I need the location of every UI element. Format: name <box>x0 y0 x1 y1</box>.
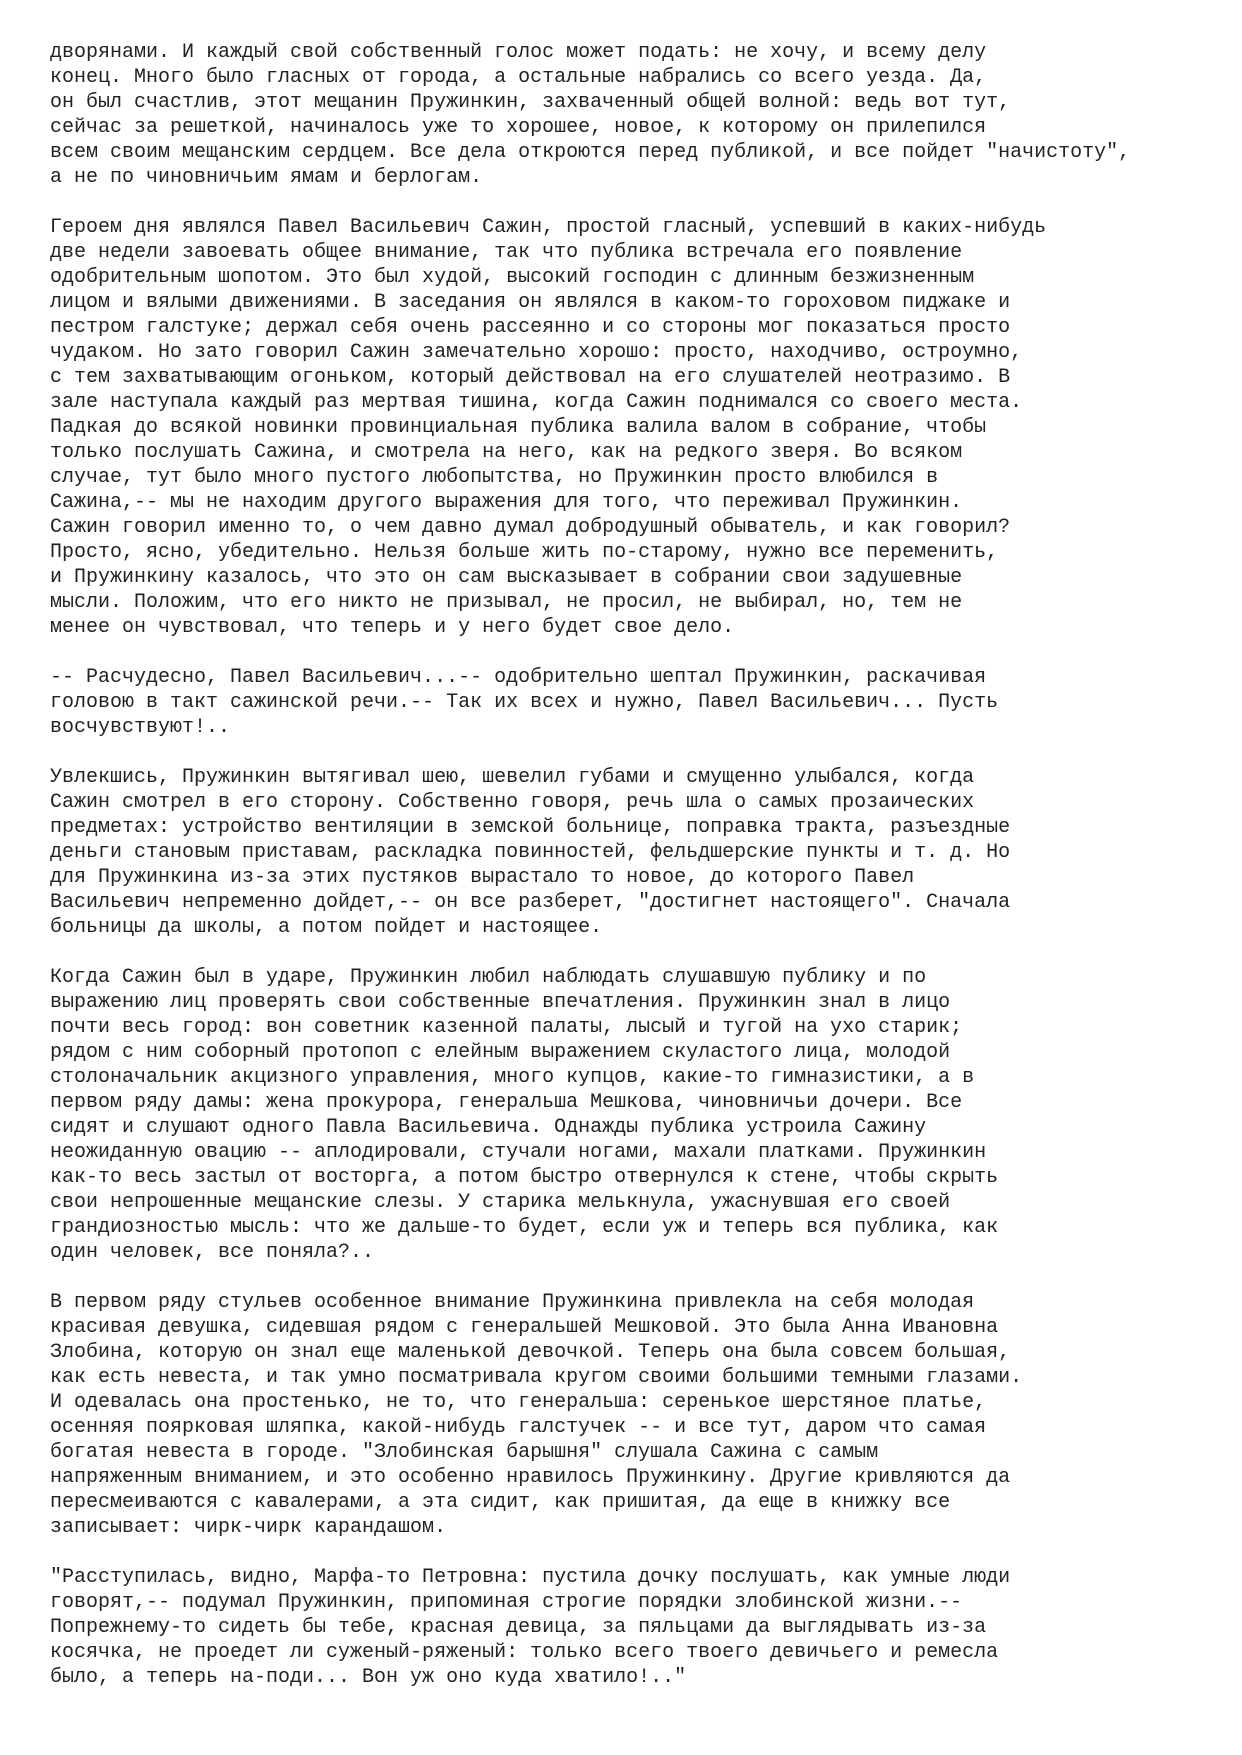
text-line: он был счастлив, этот мещанин Пружинкин, захваченный общей волной: ведь вот тут, <box>50 91 1011 114</box>
text-line: осенняя поярковая шляпка, какой-нибудь галстучек -- и все тут, даром что самая <box>50 1416 987 1439</box>
text-line: а не по чиновничьим ямам и берлогам. <box>50 166 483 189</box>
paragraph-gap <box>50 190 1230 215</box>
text-line: И одевалась она простенько, не то, что генеральша: серенькое шерстяное платье, <box>50 1391 987 1414</box>
text-line: менее он чувствовал, что теперь и у него будет свое дело. <box>50 616 735 639</box>
text-line: и Пружинкину казалось, что это он сам высказывает в собрании свои задушевные <box>50 566 963 589</box>
text-line: с тем захватывающим огоньком, который действовал на его слушателей неотразимо. В <box>50 366 1011 389</box>
paragraph <box>50 40 1230 190</box>
text-line: Попрежнему-то сидеть бы тебе, красная девица, за пяльцами да выглядывать из-за <box>50 1616 987 1639</box>
text-line: Сажина,-- мы не находим другого выражения для того, что переживал Пружинкин. <box>50 491 963 514</box>
text-line: рядом с ним соборный протопоп с елейным выражением скуластого лица, молодой <box>50 1041 951 1064</box>
text-line: свои непрошенные мещанские слезы. У старика мелькнула, ужаснувшая его своей <box>50 1191 951 1214</box>
text-line: напряженным вниманием, и это особенно нравилось Пружинкину. Другие кривляются да <box>50 1466 1011 1489</box>
text-line: дворянами. И каждый свой собственный голос может подать: не хочу, и всему делу <box>50 41 987 64</box>
text-line: две недели завоевать общее внимание, так что публика встречала его появление <box>50 241 963 264</box>
text-line: грандиозностью мысль: что же дальше-то будет, если уж и теперь вся публика, как <box>50 1216 999 1239</box>
text-line: записывает: чирк-чирк карандашом. <box>50 1516 447 1539</box>
text-line: Просто, ясно, убедительно. Нельзя больше жить по-старому, нужно все переменить, <box>50 541 999 564</box>
text-line: сидят и слушают одного Павла Васильевича. Однажды публика устроила Сажину <box>50 1116 927 1139</box>
text-line: случае, тут было много пустого любопытства, но Пружинкин просто влюбился в <box>50 466 939 489</box>
paragraph <box>50 965 1230 1265</box>
text-line: пересмеиваются с кавалерами, а эта сидит, как пришитая, да еще в книжку все <box>50 1491 951 1514</box>
text-line: конец. Много было гласных от города, а остальные набрались со всего уезда. Да, <box>50 66 987 89</box>
text-line: Сажин смотрел в его сторону. Собственно говоря, речь шла о самых прозаических <box>50 791 975 814</box>
text-line: больницы да школы, а потом пойдет и настоящее. <box>50 916 603 939</box>
text-line: говорят,-- подумал Пружинкин, припоминая строгие порядки злобинской жизни.-- <box>50 1591 963 1614</box>
text-line: Героем дня являлся Павел Васильевич Сажин, простой гласный, успевший в каких-нибудь <box>50 216 1047 239</box>
text-line: было, а теперь на-поди... Вон уж оно куда хватило!.." <box>50 1666 687 1689</box>
text-line: сейчас за решеткой, начиналось уже то хорошее, новое, к которому он прилепился <box>50 116 987 139</box>
text-line: как есть невеста, и так умно посматривала кругом своими большими темными глазами. <box>50 1366 1023 1389</box>
text-line: Злобина, которую он знал еще маленькой девочкой. Теперь она была совсем большая, <box>50 1341 1011 1364</box>
text-line: лицом и вялыми движениями. В заседания он являлся в каком-то гороховом пиджаке и <box>50 291 1011 314</box>
paragraph-gap <box>50 1265 1230 1290</box>
text-line: одобрительным шопотом. Это был худой, высокий господин с длинным безжизненным <box>50 266 975 289</box>
text-line: Падкая до всякой новинки провинциальная публика валила валом в собрание, чтобы <box>50 416 987 439</box>
paragraph <box>50 1565 1230 1690</box>
text-line: для Пружинкина из-за этих пустяков вырастало то новое, до которого Павел <box>50 866 915 889</box>
text-line: головою в такт сажинской речи.-- Так их всех и нужно, Павел Васильевич... Пусть <box>50 691 999 714</box>
text-line: как-то весь застыл от восторга, а потом быстро отвернулся к стене, чтобы скрыть <box>50 1166 999 1189</box>
text-line: В первом ряду стульев особенное внимание Пружинкина привлекла на себя молодая <box>50 1291 975 1314</box>
paragraph <box>50 765 1230 940</box>
text-line: Когда Сажин был в ударе, Пружинкин любил наблюдать слушавшую публику и по <box>50 966 927 989</box>
text-line: почти весь город: вон советник казенной палаты, лысый и тугой на ухо старик; <box>50 1016 963 1039</box>
text-line: пестром галстуке; держал себя очень рассеянно и со стороны мог показаться просто <box>50 316 1011 339</box>
text-line: зале наступала каждый раз мертвая тишина, когда Сажин поднимался со своего места. <box>50 391 1023 414</box>
text-line: -- Расчудесно, Павел Васильевич...-- одобрительно шептал Пружинкин, раскачивая <box>50 666 987 689</box>
text-line: первом ряду дамы: жена прокурора, генеральша Мешкова, чиновничьи дочери. Все <box>50 1091 963 1114</box>
paragraph-gap <box>50 740 1230 765</box>
document-page <box>50 40 1230 1690</box>
text-line: только послушать Сажина, и смотрела на него, как на редкого зверя. Во всяком <box>50 441 963 464</box>
paragraph-gap <box>50 940 1230 965</box>
text-line: мысли. Положим, что его никто не призывал, не просил, не выбирал, но, тем не <box>50 591 963 614</box>
paragraph-gap <box>50 640 1230 665</box>
text-line: столоначальник акцизного управления, много купцов, какие-то гимназистики, а в <box>50 1066 975 1089</box>
text-line: Увлекшись, Пружинкин вытягивал шею, шевелил губами и смущенно улыбался, когда <box>50 766 975 789</box>
paragraph-gap <box>50 1540 1230 1565</box>
paragraph <box>50 1290 1230 1540</box>
paragraph <box>50 665 1230 740</box>
text-line: красивая девушка, сидевшая рядом с генеральшей Мешковой. Это была Анна Ивановна <box>50 1316 999 1339</box>
text-line: выражению лиц проверять свои собственные впечатления. Пружинкин знал в лицо <box>50 991 951 1014</box>
text-line: один человек, все поняла?.. <box>50 1241 375 1264</box>
text-line: "Расступилась, видно, Марфа-то Петровна: пустила дочку послушать, как умные люди <box>50 1566 1011 1589</box>
text-line: Сажин говорил именно то, о чем давно думал добродушный обыватель, и как говорил? <box>50 516 1011 539</box>
text-line: Васильевич непременно дойдет,-- он все разберет, "достигнет настоящего". Сначала <box>50 891 1011 914</box>
text-line: предметах: устройство вентиляции в земской больнице, поправка тракта, разъездные <box>50 816 1011 839</box>
text-line: деньги становым приставам, раскладка повинностей, фельдшерские пункты и т. д. Но <box>50 841 1011 864</box>
text-line: богатая невеста в городе. "Злобинская барышня" слушала Сажина с самым <box>50 1441 879 1464</box>
text-line: всем своим мещанским сердцем. Все дела откроются перед публикой, и все пойдет "начистоту", <box>50 141 1131 164</box>
text-line: косячка, не проедет ли суженый-ряженый: только всего твоего девичьего и ремесла <box>50 1641 999 1664</box>
text-line: восчувствуют!.. <box>50 716 231 739</box>
text-line: чудаком. Но зато говорил Сажин замечательно хорошо: просто, находчиво, остроумно, <box>50 341 1023 364</box>
paragraph <box>50 215 1230 640</box>
text-line: неожиданную овацию -- аплодировали, стучали ногами, махали платками. Пружинкин <box>50 1141 987 1164</box>
